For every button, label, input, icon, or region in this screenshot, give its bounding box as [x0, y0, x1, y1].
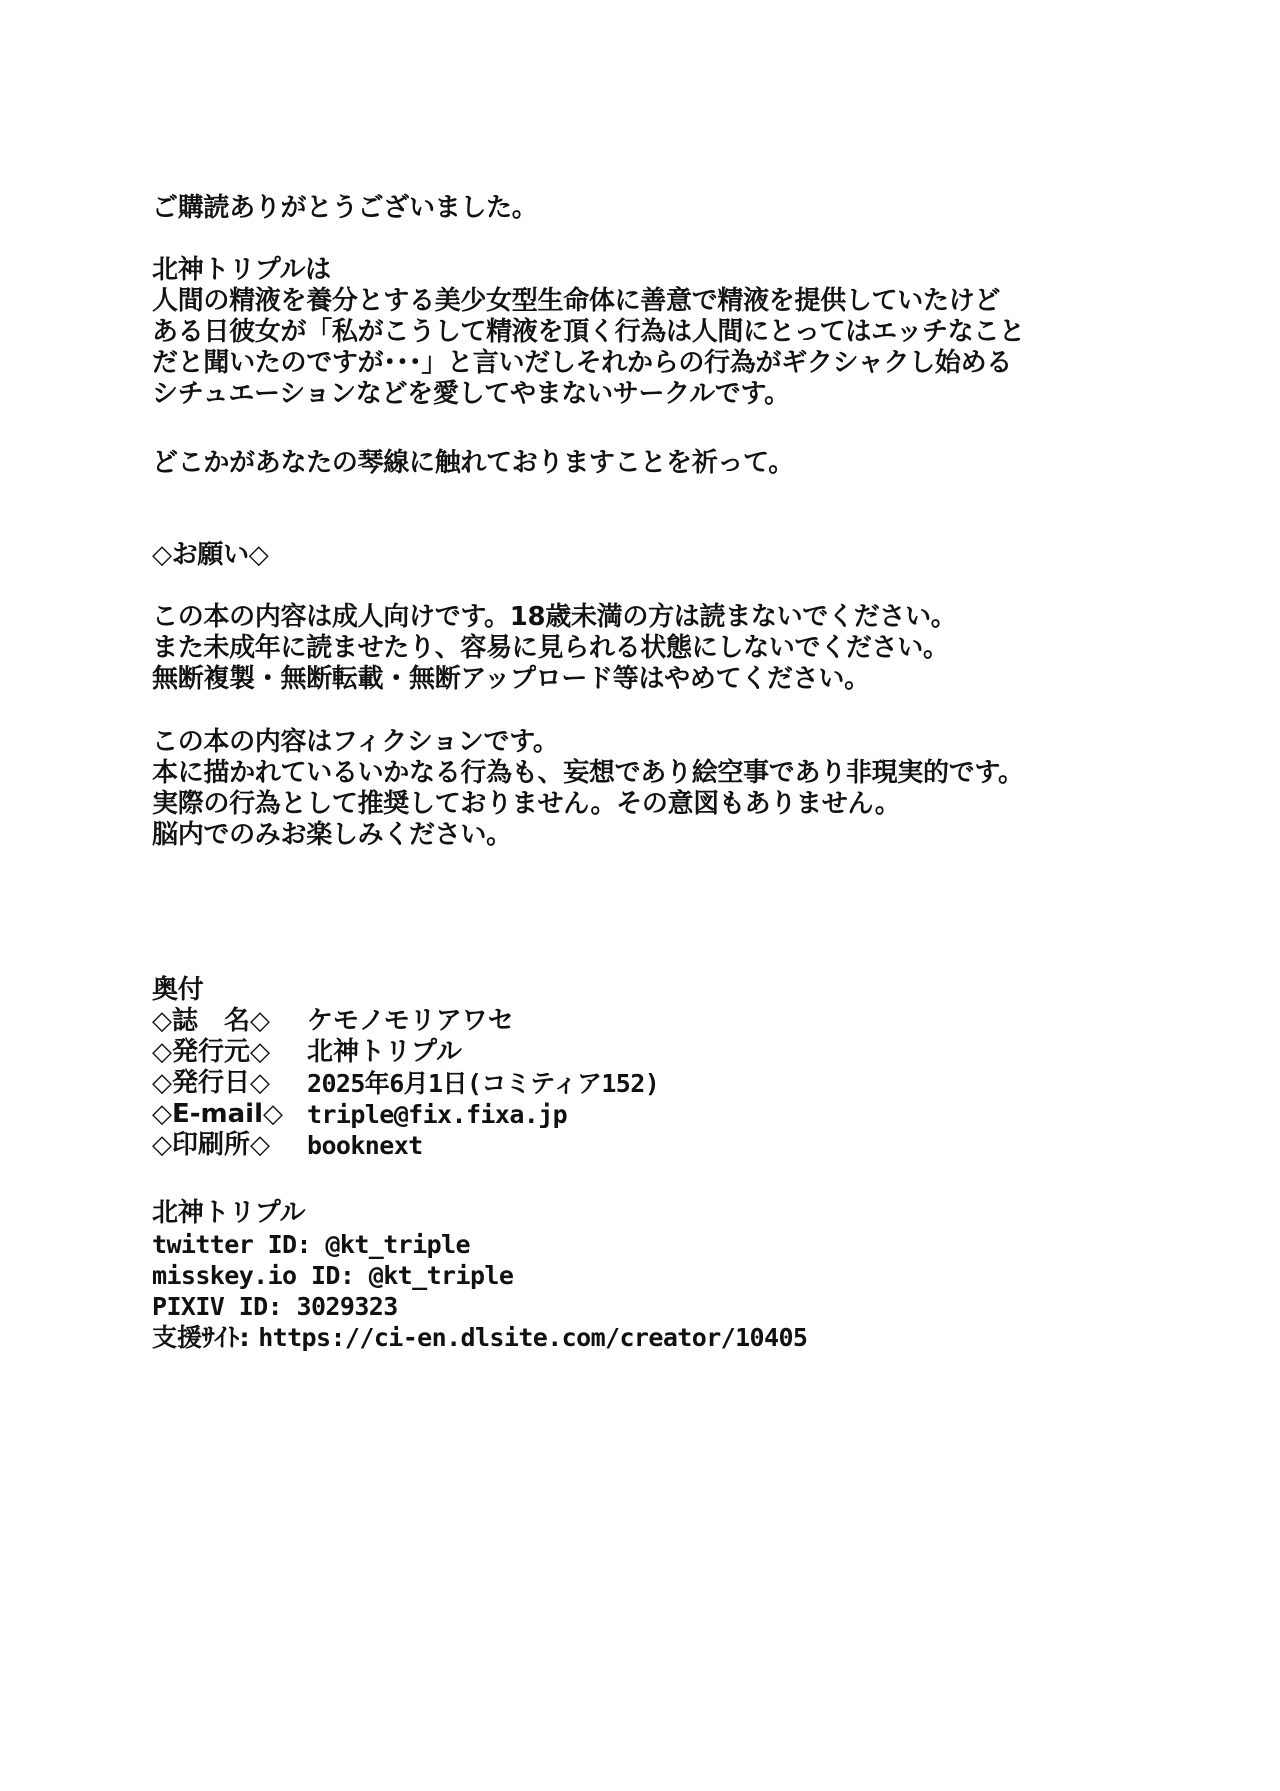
- fiction-line: 実際の行為として推奨しておりません。その意図もありません。: [152, 789, 901, 819]
- colophon-value: ケモノモリアワセ: [307, 1006, 514, 1036]
- colophon-value: booknext: [307, 1131, 423, 1160]
- colophon-value: 2025年6月1日(コミティア152): [307, 1069, 660, 1098]
- request-line: 無断複製・無断転載・無断アップロード等はやめてください。: [152, 664, 870, 694]
- contact-name: 北神トリプル: [152, 1198, 306, 1228]
- pixiv-id-link[interactable]: 3029323: [296, 1292, 398, 1321]
- thanks-section: [152, 193, 538, 224]
- colophon-value: 北神トリプル: [307, 1037, 462, 1067]
- contact-label: PIXIV ID:: [152, 1292, 297, 1321]
- colophon-row-printer: [152, 1130, 659, 1161]
- circle-intro-line: 人間の精液を養分とする美少女型生命体に善意で精液を提供していたけど: [152, 286, 1001, 316]
- fiction-line: 脳内でのみお楽しみください。: [152, 820, 512, 850]
- circle-intro-line: シチュエーションなどを愛してやまないサークルです。: [152, 379, 790, 409]
- fiction-line: 本に描かれているいかなる行為も、妄想であり絵空事であり非現実的です。: [152, 758, 1024, 788]
- contact-row-twitter: [152, 1229, 807, 1260]
- circle-intro-line: ある日彼女が「私がこうして精液を頂く行為は人間にとってはエッチなこと: [152, 317, 1025, 347]
- misskey-id-link[interactable]: @kt_triple: [368, 1261, 514, 1290]
- wish-section: [152, 448, 794, 479]
- colophon-heading: 奥付: [152, 975, 204, 1005]
- request-heading-section: [152, 540, 269, 571]
- colophon-key: ◇印刷所◇: [152, 1130, 270, 1160]
- colophon-row-date: [152, 1068, 659, 1099]
- colophon-key: ◇誌 名◇: [152, 1006, 270, 1036]
- fiction-line: この本の内容はフィクションです。: [152, 727, 559, 757]
- request-heading: ◇お願い◇: [152, 540, 269, 570]
- contact-row-misskey: [152, 1260, 807, 1291]
- request-line: この本の内容は成人向けです。18歳未満の方は読まないでください。: [152, 602, 957, 632]
- twitter-id-link[interactable]: @kt_triple: [325, 1230, 470, 1259]
- support-site-link[interactable]: https://ci-en.dlsite.com/creator/10405: [258, 1323, 808, 1352]
- colophon-key: ◇発行元◇: [152, 1037, 270, 1067]
- colophon-key: ◇発行日◇: [152, 1068, 270, 1098]
- thanks-text: ご購読ありがとうございました。: [152, 193, 538, 223]
- colophon-row-publisher: [152, 1037, 659, 1068]
- circle-intro-line: だと聞いたのですが･･･」と言いだしそれからの行為がギクシャクし始める: [152, 348, 1012, 378]
- circle-intro-line: 北神トリプルは: [152, 255, 331, 285]
- wish-text: どこかがあなたの琴線に触れておりますことを祈って。: [152, 448, 794, 478]
- colophon-key: ◇E-mail◇: [152, 1099, 284, 1129]
- contact-label: 支援ｻｲﾄ:: [152, 1323, 259, 1352]
- colophon-row-title: [152, 1006, 659, 1037]
- request-section: [152, 602, 957, 695]
- fiction-section: [152, 727, 1024, 851]
- contact-section: [152, 1198, 807, 1353]
- circle-intro-section: [152, 255, 1025, 410]
- colophon-row-email: [152, 1099, 659, 1130]
- contact-label: twitter ID:: [152, 1230, 326, 1259]
- colophon-section: [152, 975, 659, 1161]
- request-line: また未成年に読ませたり、容易に見られる状態にしないでください。: [152, 633, 949, 663]
- contact-row-pixiv: [152, 1291, 807, 1322]
- contact-row-support: [152, 1322, 807, 1353]
- email-link[interactable]: triple@fix.fixa.jp: [307, 1100, 568, 1129]
- contact-label: misskey.io ID:: [152, 1261, 369, 1290]
